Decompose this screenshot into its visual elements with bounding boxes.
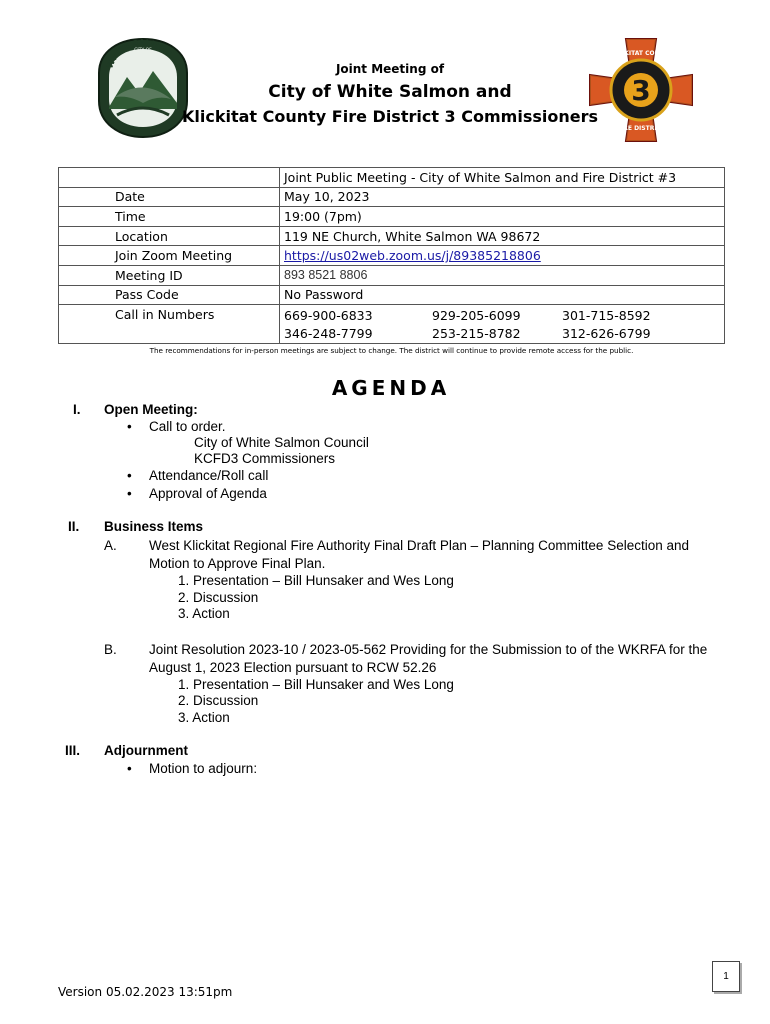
section-title-business-items: Business Items bbox=[104, 519, 204, 534]
item-a-line: West Klickitat Regional Fire Authority Final Draft Plan – Planning Committee Selection and bbox=[149, 538, 690, 553]
pass-code-value: No Password bbox=[280, 285, 725, 305]
item-letter: A. bbox=[104, 538, 117, 553]
version-footer: Version 05.02.2023 13:51pm bbox=[58, 985, 233, 999]
page-number: 1 bbox=[712, 961, 740, 992]
section-title-adjournment: Adjournment bbox=[104, 743, 188, 758]
phone-number: 253-215-8782 bbox=[432, 326, 521, 342]
phone-number: 929-205-6099 bbox=[432, 308, 521, 324]
table-row bbox=[59, 305, 725, 344]
table-row bbox=[59, 168, 725, 188]
call-in-label: Call in Numbers bbox=[59, 305, 280, 344]
item-step: 3. Action bbox=[178, 606, 230, 621]
item-b-line: August 1, 2023 Election pursuant to RCW 52.26 bbox=[149, 660, 437, 675]
district-number: 3 bbox=[631, 74, 651, 107]
meeting-id-label: Meeting ID bbox=[59, 265, 280, 285]
item-step: 2. Discussion bbox=[178, 693, 259, 708]
agenda-subline: City of White Salmon Council bbox=[194, 435, 369, 450]
agenda-subline: KCFD3 Commissioners bbox=[194, 451, 336, 466]
table-row bbox=[59, 226, 725, 246]
agenda-bullet-roll-call: • Attendance/Roll call bbox=[149, 468, 268, 483]
header-title-line1: City of White Salmon and bbox=[268, 82, 512, 102]
meeting-id-value: 893 8521 8806 bbox=[280, 265, 725, 285]
item-step: 1. Presentation – Bill Hunsaker and Wes Long bbox=[178, 573, 454, 588]
table-row bbox=[59, 246, 725, 266]
item-step: 2. Discussion bbox=[178, 590, 259, 605]
agenda-bullet-call-to-order: • Call to order. bbox=[149, 419, 226, 434]
phone-number: 346-248-7799 bbox=[284, 326, 373, 342]
section-title-open-meeting: Open Meeting: bbox=[104, 402, 198, 417]
meeting-info-table bbox=[58, 167, 725, 344]
phone-number: 312-626-6799 bbox=[562, 326, 651, 342]
meeting-heading: Joint Public Meeting - City of White Salmon and Fire District #3 bbox=[280, 168, 725, 188]
item-a-line: Motion to Approve Final Plan. bbox=[149, 556, 326, 571]
pass-code-label: Pass Code bbox=[59, 285, 280, 305]
item-letter: B. bbox=[104, 642, 117, 657]
section-numeral: II. bbox=[68, 519, 80, 534]
logo-top-text: KLICKITAT COUNTY bbox=[609, 50, 673, 57]
zoom-label: Join Zoom Meeting bbox=[59, 246, 280, 266]
agenda-title: AGENDA bbox=[331, 376, 451, 400]
table-row bbox=[59, 187, 725, 207]
call-in-row bbox=[284, 326, 724, 341]
header-subtitle: Joint Meeting of bbox=[335, 62, 445, 76]
date-label: Date bbox=[59, 187, 280, 207]
phone-number: 301-715-8592 bbox=[562, 308, 651, 324]
logo-bottom-text: FIRE DISTRICT bbox=[616, 125, 666, 132]
table-row bbox=[59, 207, 725, 227]
location-label: Location bbox=[59, 226, 280, 246]
item-step: 1. Presentation – Bill Hunsaker and Wes Long bbox=[178, 677, 454, 692]
item-b-line: Joint Resolution 2023-10 / 2023-05-562 Providing for the Submission to of the WKRFA for the bbox=[149, 642, 708, 657]
section-numeral: III. bbox=[65, 743, 81, 758]
agenda-bullet-approval: • Approval of Agenda bbox=[149, 486, 267, 501]
time-label: Time bbox=[59, 207, 280, 227]
zoom-link[interactable]: https://us02web.zoom.us/j/89385218806 bbox=[284, 248, 541, 264]
header-title-line2: Klickitat County Fire District 3 Commissioners bbox=[182, 107, 598, 126]
seal-text: WHITE SALMON bbox=[105, 37, 174, 70]
seal-top-text: CITY OF bbox=[134, 48, 152, 53]
table-row bbox=[59, 265, 725, 285]
agenda-bullet-adjourn: • Motion to adjourn: bbox=[149, 761, 257, 776]
location-value: 119 NE Church, White Salmon WA 98672 bbox=[280, 226, 725, 246]
phone-number: 669-900-6833 bbox=[284, 308, 373, 324]
section-numeral: I. bbox=[73, 402, 81, 417]
table-row bbox=[59, 285, 725, 305]
time-value: 19:00 (7pm) bbox=[280, 207, 725, 227]
date-value: May 10, 2023 bbox=[280, 187, 725, 207]
call-in-numbers bbox=[280, 305, 725, 344]
item-step: 3. Action bbox=[178, 710, 230, 725]
call-in-row bbox=[284, 308, 724, 323]
remote-access-note: The recommendations for in-person meetings are subject to change. The district will continue to provide remote access for the public. bbox=[149, 346, 634, 355]
